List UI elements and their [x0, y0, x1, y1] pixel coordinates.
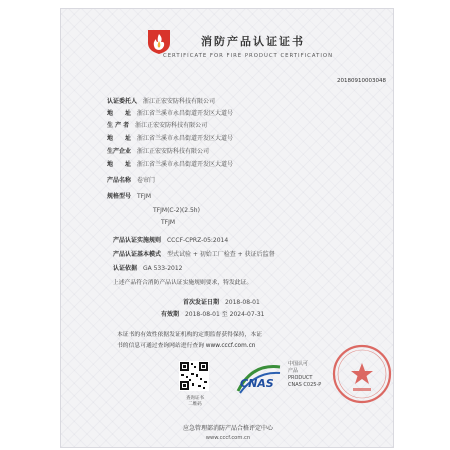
note-line: 书的信息可通过查询网站进行查询 www.cccf.com.cn: [117, 343, 256, 349]
qr-code[interactable]: [179, 361, 209, 391]
cnas-line: 产品: [288, 368, 299, 374]
svg-text:CNAS: CNAS: [240, 377, 274, 390]
cnas-line: PRODUCT: [288, 375, 313, 381]
first-issue-row: [183, 297, 260, 306]
first-issue-value: 2018-08-01: [224, 299, 260, 306]
field-row: [149, 207, 200, 214]
field-row: [107, 133, 233, 142]
field-row: [107, 120, 207, 129]
validity-value: 2018-08-01 至 2024-07-31: [184, 311, 265, 318]
mode-row: [113, 249, 275, 258]
field-value: 浙江省兰溪市永昌街道开发区大道号: [136, 161, 233, 168]
field-value: 浙江省兰溪市永昌街道开发区大道号: [136, 110, 233, 117]
rule-label: 产品认证实施规则: [113, 237, 162, 244]
field-value: TFJM(C-2)(2.5h): [153, 207, 200, 214]
certificate-number: 20180910003048: [337, 78, 386, 84]
qr-caption: [175, 396, 215, 408]
field-value: 浙江省兰溪市永昌街道开发区大道号: [136, 135, 233, 142]
validity-label: 有效期: [161, 311, 180, 318]
field-value: 浙江正宏安防科技有限公司: [136, 148, 209, 155]
field-label: 规格型号: [107, 193, 132, 200]
cnas-line: CNAS C025-P: [288, 382, 322, 388]
field-label: 生产企业: [107, 148, 132, 155]
field-row: [107, 96, 215, 105]
field-value: TFJM: [161, 219, 176, 226]
field-label: 产品名称: [107, 177, 132, 184]
field-row: [107, 175, 155, 184]
field-row: [157, 219, 175, 226]
basis-label: 认证依据: [113, 265, 138, 272]
certificate-subtitle: CERTIFICATE FOR FIRE PRODUCT CERTIFICATION: [163, 53, 334, 59]
field-label: 生 产 者: [107, 122, 130, 129]
note-line: 本证书的有效性依据发证机构的定期监督获得保持，本证: [117, 332, 262, 338]
certificate-sheet: [60, 8, 394, 448]
footer-org: 应急管理部消防产品合格评定中心: [182, 425, 273, 432]
field-value: 浙江正宏安防科技有限公司: [142, 98, 215, 105]
certificate-title: 消防产品认证证书: [201, 35, 305, 48]
mode-label: 产品认证基本模式: [113, 251, 162, 258]
cnas-caption: [288, 361, 321, 389]
qr-caption-line: 查询证书: [186, 396, 204, 401]
field-value: 浙江正宏安防科技有限公司: [135, 122, 208, 129]
field-row: [107, 159, 233, 168]
footer-url[interactable]: www.cccf.com.cn: [205, 435, 251, 441]
statement: 上述产品符合消防产品认证实施规则要求，特发此证。: [113, 280, 253, 286]
field-row: [107, 191, 151, 200]
field-value: 卷帘门: [136, 177, 155, 184]
field-row: [107, 146, 209, 155]
official-seal-icon: [331, 343, 393, 405]
field-label: 地 址: [107, 135, 132, 142]
field-row: [107, 108, 233, 117]
mode-value: 型式试验 + 初始工厂检查 + 获证后监督: [166, 251, 275, 258]
field-label: 地 址: [107, 161, 132, 168]
rule-value: CCCF-CPRZ-05:2014: [166, 237, 229, 244]
cnas-line: 中国认可: [288, 361, 309, 367]
field-label: 认证委托人: [107, 98, 138, 105]
cnas-logo: [234, 361, 284, 397]
qr-caption-line: 二维码: [188, 402, 202, 407]
basis-value: GA 533-2012: [142, 265, 183, 272]
first-issue-label: 首次发证日期: [183, 299, 220, 306]
fire-emblem-icon: [145, 27, 173, 55]
rule-row: [113, 235, 228, 244]
basis-row: [113, 263, 183, 272]
field-label: 地 址: [107, 110, 132, 117]
field-value: TFJM: [136, 193, 151, 200]
validity-row: [161, 309, 265, 318]
